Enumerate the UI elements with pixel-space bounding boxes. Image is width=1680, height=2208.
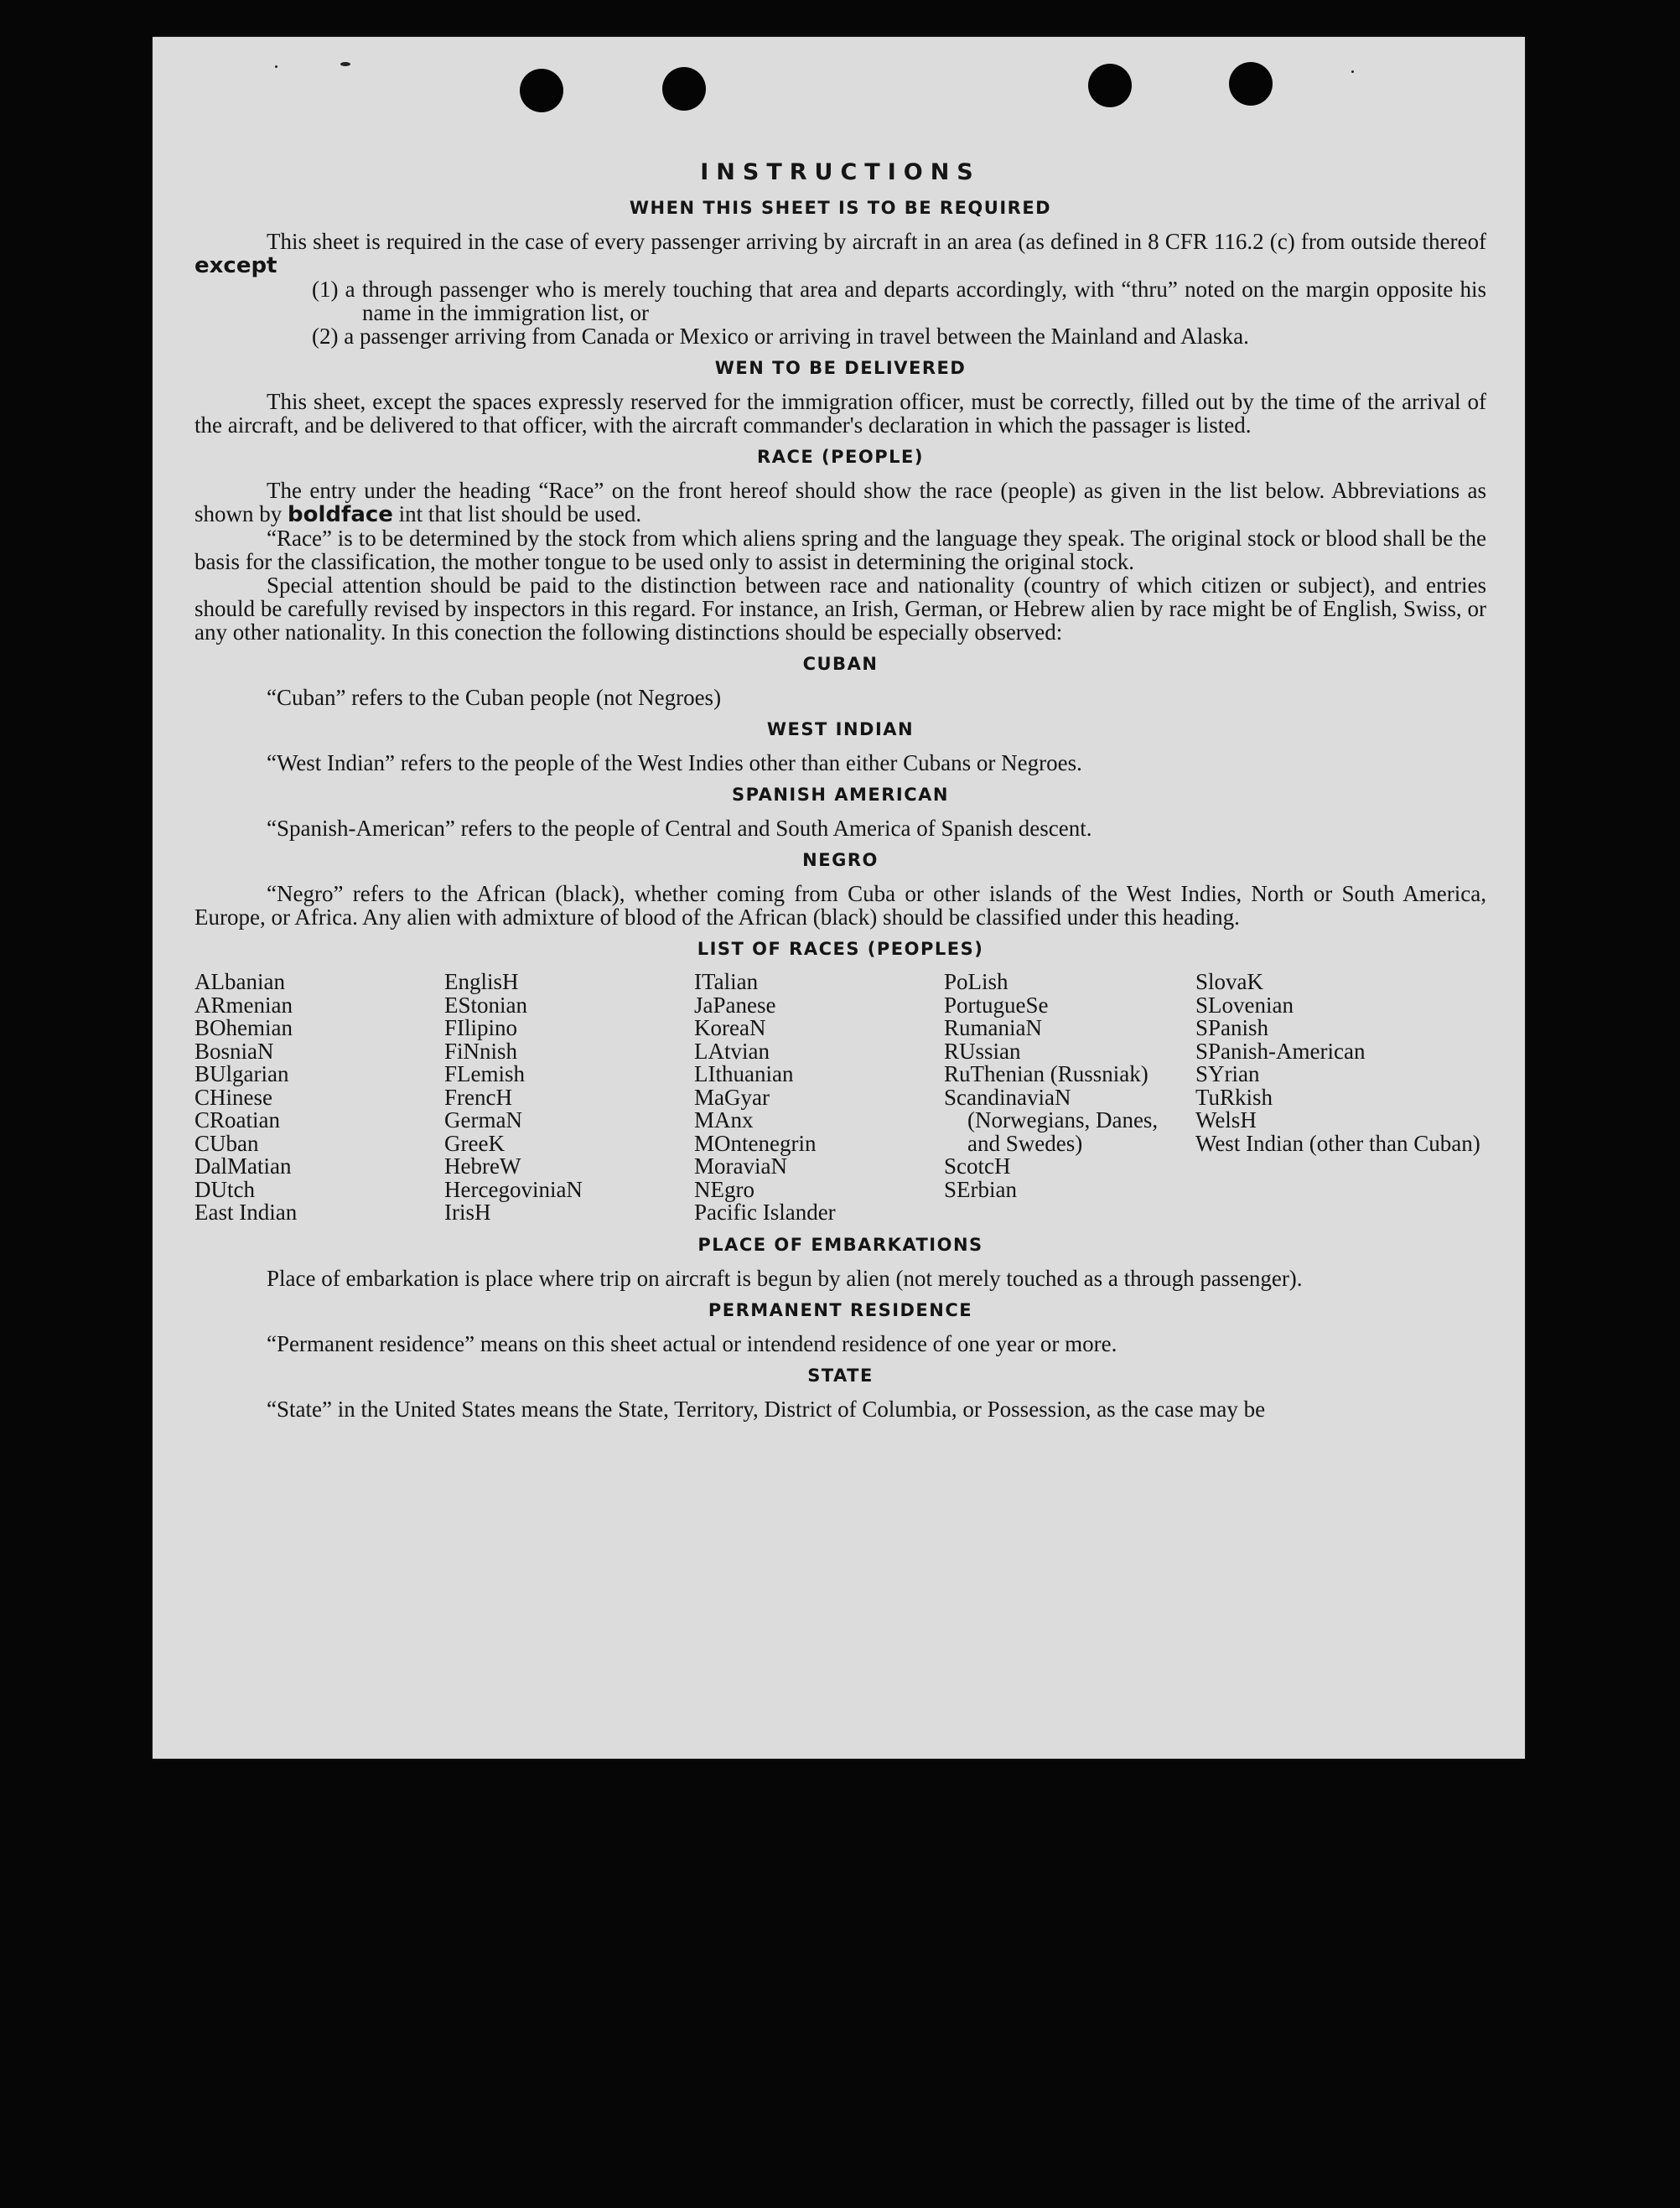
embarkation-text: Place of embarkation is place where trip on aircraft is begun by alien (not merely touched as a through passenger). bbox=[267, 1265, 1303, 1291]
race-entry: Pacific Islander bbox=[694, 1200, 836, 1225]
punch-hole bbox=[662, 67, 706, 111]
races-column-1 bbox=[194, 971, 444, 1225]
state-text: “State” in the United States means the State, Territory, District of Columbia, or Possession, as the case may be bbox=[267, 1396, 1266, 1422]
race-entry: SlovaK bbox=[1195, 969, 1263, 994]
race-entry: MAnx bbox=[694, 1107, 754, 1133]
west-indian-text: “West Indian” refers to the people of the West Indies other than either Cubans or Negroes. bbox=[267, 750, 1082, 775]
race-entry: MaGyar bbox=[694, 1084, 770, 1110]
race-entry: RUssian bbox=[944, 1038, 1021, 1064]
race-paragraph-1 bbox=[194, 479, 1486, 526]
race-entry: ARmenian bbox=[194, 992, 293, 1018]
race-entry: PortugueSe bbox=[944, 992, 1049, 1018]
instructions-content bbox=[194, 161, 1486, 1421]
heading-permanent-residence: PERMANENT RESIDENCE bbox=[708, 1299, 973, 1320]
race-entry: CHinese bbox=[194, 1084, 272, 1110]
races-column-5 bbox=[1195, 971, 1486, 1225]
punch-hole bbox=[520, 69, 563, 112]
race-entry: FiNnish bbox=[444, 1038, 518, 1064]
when-required-item-2: (2) a passenger arriving from Canada or Mexico or arriving in travel between the Mainland and Alaska. bbox=[312, 324, 1249, 349]
race-entry: LAtvian bbox=[694, 1038, 770, 1064]
when-required-intro bbox=[194, 230, 1486, 277]
race-entry: NEgro bbox=[694, 1176, 754, 1202]
race-entry: ScandinaviaN (Norwegians, Danes, and Swedes) bbox=[944, 1084, 1159, 1156]
race-entry: EnglisH bbox=[444, 969, 519, 994]
race-entry: LIthuanian bbox=[694, 1061, 794, 1086]
race-entry: East Indian bbox=[194, 1200, 298, 1225]
race-entry: HercegoviniaN bbox=[444, 1176, 583, 1202]
heading-west-indian: WEST INDIAN bbox=[766, 719, 915, 739]
race-entry: RumaniaN bbox=[944, 1015, 1042, 1040]
punch-hole bbox=[1088, 64, 1132, 107]
race-entry: BosniaN bbox=[194, 1038, 274, 1064]
race-entry: CRoatian bbox=[194, 1107, 280, 1133]
race-entry: SPanish-American bbox=[1195, 1038, 1366, 1064]
heading-when-required: WHEN THIS SHEET IS TO BE REQUIRED bbox=[629, 198, 1052, 218]
race-entry: IrisH bbox=[444, 1200, 491, 1225]
race-entry: TuRkish bbox=[1195, 1084, 1273, 1110]
when-required-item-1: (1) a through passenger who is merely touching that area and departs accordingly, with “thru” noted on the margin opposite his name in the immigration list, or bbox=[312, 277, 1486, 325]
race-entry: West Indian (other than Cuban) bbox=[1195, 1130, 1480, 1156]
race-entry: HebreW bbox=[444, 1153, 521, 1179]
race-entry: KoreaN bbox=[694, 1015, 766, 1040]
race-entry: PoLish bbox=[944, 969, 1009, 994]
race-entry: SPanish bbox=[1195, 1015, 1269, 1040]
race-entry: ITalian bbox=[694, 969, 759, 994]
punch-hole bbox=[1229, 62, 1273, 106]
races-column-2 bbox=[444, 971, 694, 1225]
speck bbox=[1351, 70, 1354, 73]
races-column-4 bbox=[944, 971, 1195, 1225]
race-entry: CUban bbox=[194, 1130, 259, 1156]
race-entry: GreeK bbox=[444, 1130, 505, 1156]
race-entry: EStonian bbox=[444, 992, 527, 1018]
heading-negro: NEGRO bbox=[802, 850, 879, 870]
race-entry: FLemish bbox=[444, 1061, 526, 1086]
race-p1-text-a: The entry under the heading “Race” on the front hereof should show the race (people) as given in the list below. Abbreviations as shown by bbox=[194, 478, 1486, 526]
heading-cuban: CUBAN bbox=[802, 654, 879, 674]
race-entry: ALbanian bbox=[194, 969, 285, 994]
when-delivered-text: This sheet, except the spaces expressly reserved for the immigration officer, must be correctly, filled out by the time of the arrival of the aircraft, and be delivered to that officer, with the aircraft commander's declaration in which the passager is listed. bbox=[194, 389, 1486, 438]
race-p1-boldface: boldface bbox=[288, 502, 393, 527]
race-entry: SLovenian bbox=[1195, 992, 1294, 1018]
heading-state: STATE bbox=[807, 1365, 874, 1386]
cuban-text: “Cuban” refers to the Cuban people (not Negroes) bbox=[267, 685, 722, 710]
speck bbox=[275, 65, 277, 68]
race-entry: WelsH bbox=[1195, 1107, 1257, 1133]
when-required-intro-text: This sheet is required in the case of every passenger arriving by aircraft in an area (as defined in 8 CFR 116.2 (c) from outside thereof bbox=[267, 229, 1486, 254]
heading-list-of-races: LIST OF RACES (PEOPLES) bbox=[697, 939, 984, 959]
race-entry: FIlipino bbox=[444, 1015, 518, 1040]
race-entry: SErbian bbox=[944, 1176, 1017, 1202]
races-column-3 bbox=[694, 971, 944, 1225]
document-page bbox=[153, 37, 1525, 1759]
race-entry: BUlgarian bbox=[194, 1061, 289, 1086]
race-entry: DUtch bbox=[194, 1176, 255, 1202]
page-title: INSTRUCTIONS bbox=[700, 159, 981, 185]
speck bbox=[340, 62, 350, 66]
when-required-except: except bbox=[194, 253, 277, 278]
negro-text: “Negro” refers to the African (black), whether coming from Cuba or other islands of the West Indies, North or South America, Europe, or Africa. Any alien with admixture of blood of the African (black) should be classified under this heading. bbox=[194, 881, 1486, 930]
race-entry: DalMatian bbox=[194, 1153, 292, 1179]
race-entry: FrencH bbox=[444, 1084, 512, 1110]
heading-spanish-american: SPANISH AMERICAN bbox=[732, 785, 949, 805]
race-entry: BOhemian bbox=[194, 1015, 293, 1040]
race-entry: JaPanese bbox=[694, 992, 776, 1018]
races-table bbox=[194, 971, 1486, 1225]
permanent-residence-text: “Permanent residence” means on this sheet actual or intendend residence of one year or more. bbox=[267, 1330, 1117, 1356]
spanish-american-text: “Spanish-American” refers to the people of Central and South America of Spanish descent. bbox=[267, 816, 1092, 841]
race-p1-text-b: int that list should be used. bbox=[398, 501, 642, 526]
race-entry: RuThenian (Russniak) bbox=[944, 1061, 1149, 1086]
race-entry: MoraviaN bbox=[694, 1153, 787, 1179]
race-paragraph-3: Special attention should be paid to the distinction between race and nationality (country of which citizen or subject), and entries should be carefully revised by inspectors in this regard. For instance, an Irish, German, or Hebrew alien by race might be of English, Swiss, or any other nationality. In this conection the following distinctions should be especially observed: bbox=[194, 573, 1486, 645]
heading-embarkation: PLACE OF EMBARKATIONS bbox=[697, 1234, 983, 1255]
race-entry: ScotcH bbox=[944, 1153, 1011, 1179]
heading-race: RACE (PEOPLE) bbox=[757, 447, 924, 467]
race-paragraph-2: “Race” is to be determined by the stock from which aliens spring and the language they speak. The original stock or blood shall be the basis for the classification, the mother tongue to be used only to assist in determining the original stock. bbox=[194, 526, 1486, 574]
race-entry: GermaN bbox=[444, 1107, 522, 1133]
heading-when-delivered: WEN TO BE DELIVERED bbox=[714, 358, 967, 378]
race-entry: SYrian bbox=[1195, 1061, 1260, 1086]
race-entry: MOntenegrin bbox=[694, 1130, 817, 1156]
